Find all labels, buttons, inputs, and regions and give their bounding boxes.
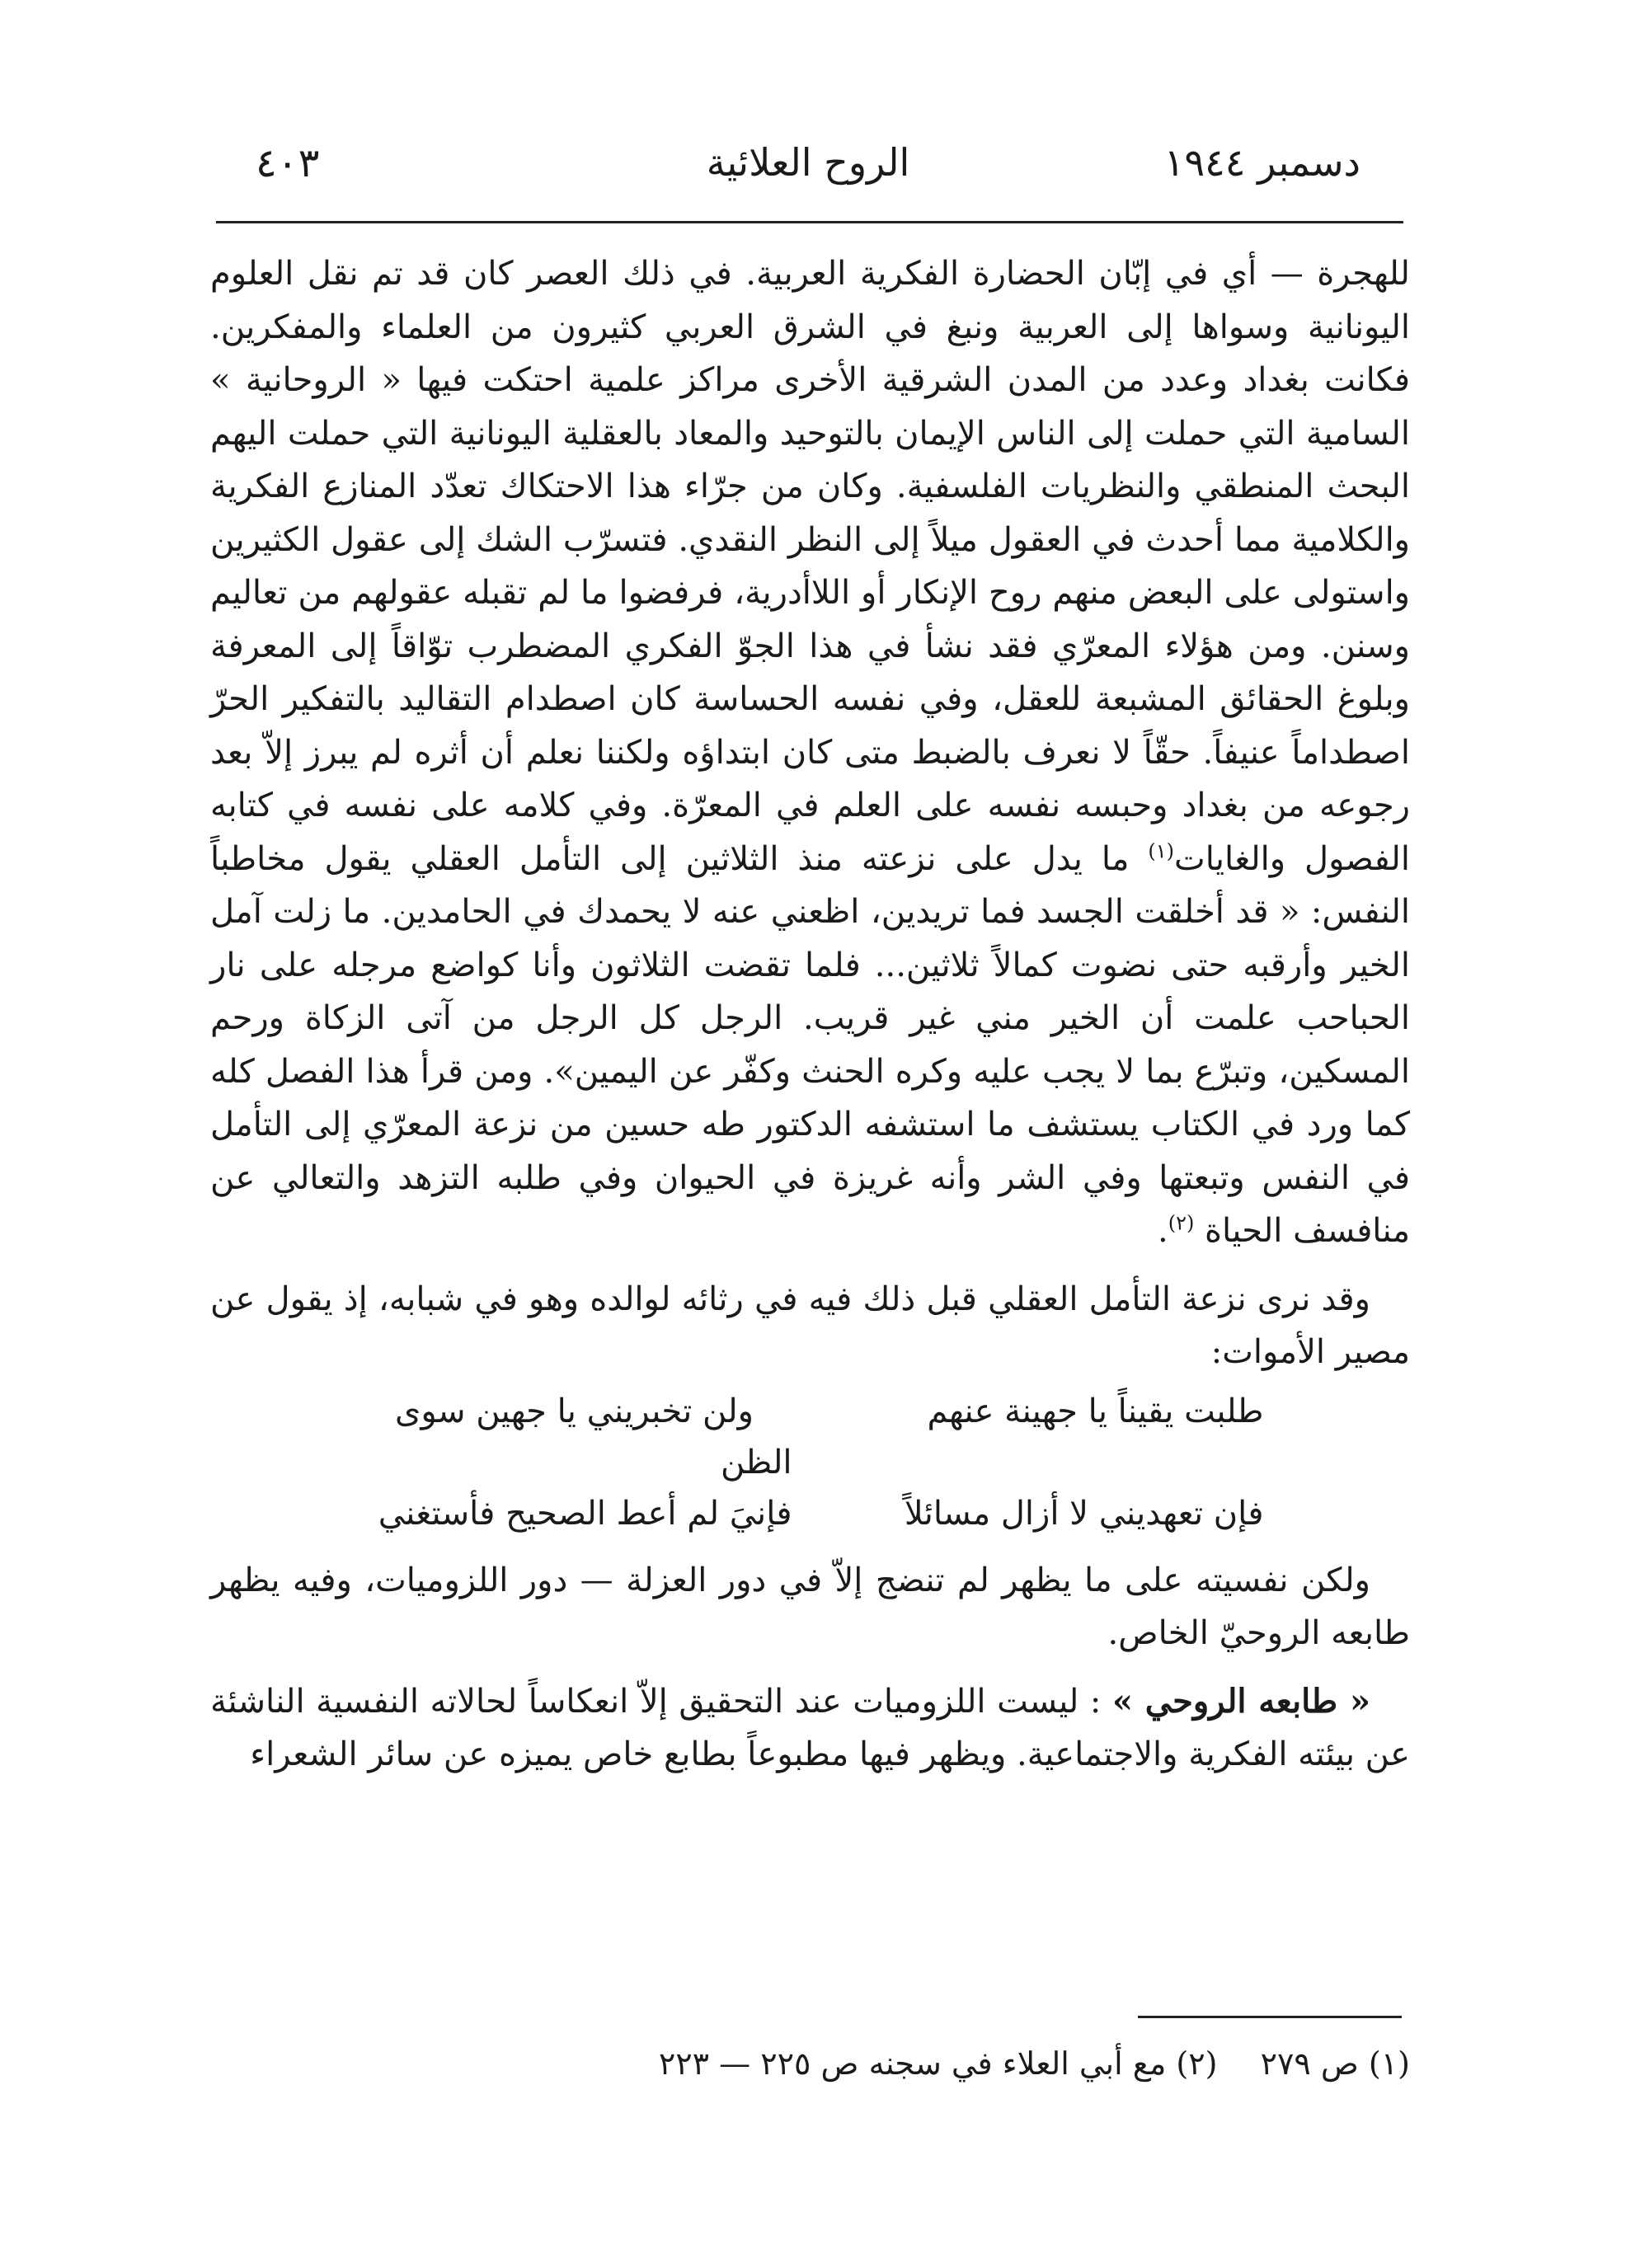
paragraph-1	[210, 247, 1410, 1258]
page-number: ٤٠٣	[256, 140, 320, 186]
footnote-2: (٢) مع أبي العلاء في سجنه ص ٢٢٥ — ٢٢٣	[658, 2045, 1218, 2082]
body-text	[210, 247, 1410, 1782]
running-header	[214, 140, 1402, 198]
paragraph-2: وقد نرى نزعة التأمل العقلي قبل ذلك فيه في رثائه لوالده وهو في شبابه، إذ يقول عن مصير الأموات:	[210, 1280, 1410, 1371]
verse-line	[357, 1488, 1264, 1539]
verse-line	[357, 1386, 1264, 1488]
footnote-rule	[1138, 2016, 1402, 2018]
paragraph-1-continued: ما يدل على نزعته منذ الثلاثين إلى التأمل العقلي يقول مخاطباً النفس: « قد أخلقت الجسد فما تريدين، اظعني عنه لا يحمدك في الحامدين. ما زلت آمل الخير وأرقبه حتى نضوت كمالاً ثلاثين... فلما تقضت الثلاثون وأنا كواضع مرجله على نار الحباحب علمت أن الخير مني غير قريب. الرجل كل الرجل من آتى الزكاة ورحم المسكين، وتبرّع بما لا يجب عليه وكره الحنث وكفّر عن اليمين». ومن قرأ هذا الفصل كله كما ورد في الكتاب يستشف ما استشفه الدكتور طه حسين من نزعة المعرّي إلى التأمل في النفس وتبعتها وفي الشر وأنه غريزة في الحيوان وفي طلبه التزهد والتعالي عن منافسف الحياة	[210, 839, 1411, 1250]
paragraph-3: ولكن نفسيته على ما يظهر لم تنضج إلاّ في دور العزلة — دور اللزوميات، وفيه يظهر طابعه الروحيّ الخاص.	[210, 1561, 1410, 1652]
header-rule	[216, 221, 1403, 223]
verse-hemistich: طلبت يقيناً يا جهينة عنهم	[927, 1392, 1264, 1430]
verse-hemistich: ولن تخبريني يا جهين سوى الظن	[395, 1392, 792, 1481]
paragraph-4-text: : ليست اللزوميات عند التحقيق إلاّ انعكاساً لحالاته النفسية الناشئة عن بيئته الفكرية والاجتماعية. ويظهر فيها مطبوعاً بطابع خاص يميزه عن سائر الشعراء	[210, 1682, 1410, 1773]
paragraph-4	[210, 1675, 1410, 1782]
footnote-1: (١) ص ٢٧٩	[1260, 2045, 1410, 2082]
paragraph-1-text: للهجرة — أي في إبّان الحضارة الفكرية العربية. في ذلك العصر كان قد تم نقل العلوم اليونانية وسواها إلى العربية ونبغ في الشرق العربي كثيرون من العلماء والمفكرين. فكانت بغداد وعدد من المدن الشرقية الأخرى مراكز علمية احتكت فيها « الروحانية » السامية التي حملت إلى الناس الإيمان بالتوحيد والمعاد بالعقلية اليونانية التي حملت اليهم البحث المنطقي والنظريات الفلسفية. وكان من جرّاء هذا الاحتكاك تعدّد المنازع الفكرية والكلامية مما أحدث في العقول ميلاً إلى النظر النقدي. فتسرّب الشك إلى عقول الكثيرين واستولى على البعض منهم روح الإنكار أو اللاأدرية، فرفضوا ما لم تقبله عقولهم من تعاليم وسنن. ومن هؤلاء المعرّي فقد نشأ في هذا الجوّ الفكري المضطرب توّاقاً إلى المعرفة وبلوغ الحقائق المشبعة للعقل، وفي نفسه الحساسة كان اصطدام التقاليد بالتفكير الحرّ اصطداماً عنيفاً. حقّاً لا نعرف بالضبط متى كان ابتداؤه ولكننا نعلم أن أثره لم يبرز إلاّ بعد رجوعه من بغداد وحبسه نفسه على العلم في المعرّة. وفي كلامه على نفسه في كتابه الفصول والغايات	[210, 255, 1411, 878]
running-title: الروح العلائية	[706, 140, 910, 185]
footnotes	[511, 2040, 1410, 2087]
section-heading: « طابعه الروحي »	[1111, 1681, 1370, 1721]
issue-date: دسمبر ١٩٤٤	[1163, 140, 1360, 185]
verse-hemistich: فإنيَ لم أعط الصحيح فأستغني	[378, 1494, 792, 1533]
verse-hemistich: فإن تعهديني لا أزال مسائلاً	[904, 1494, 1264, 1533]
footnote-marker-1: (١)	[1148, 839, 1175, 863]
paragraph-1-end: .	[1157, 1212, 1168, 1250]
verse-block	[357, 1386, 1264, 1539]
footnote-marker-2: (٢)	[1168, 1211, 1195, 1235]
